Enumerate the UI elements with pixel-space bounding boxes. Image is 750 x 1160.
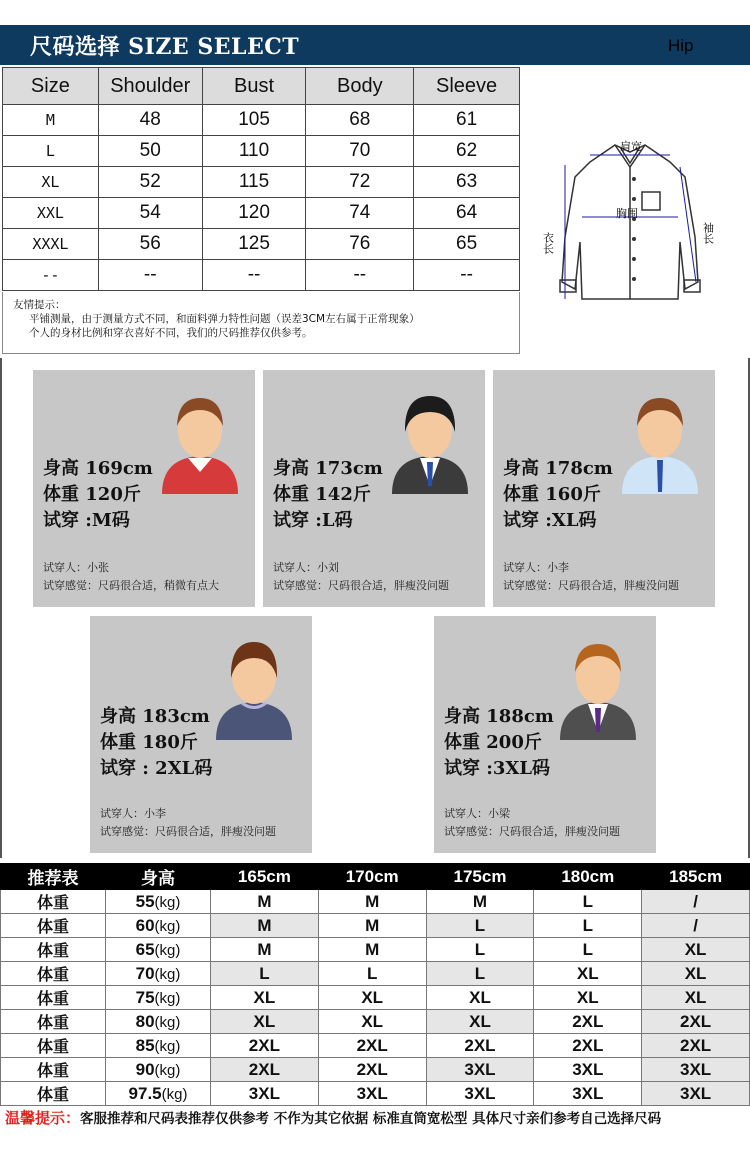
size-cell: 63 <box>414 167 520 198</box>
size-cell: -- <box>202 260 306 291</box>
weight-label: 体重 <box>1 1082 106 1106</box>
size-cell: XXL <box>3 198 99 229</box>
model-tester: 试穿人：小刘 <box>273 561 339 574</box>
recommend-row <box>1 914 750 938</box>
weight-label: 体重 <box>1 890 106 914</box>
weight-label: 体重 <box>1 986 106 1010</box>
weight-value <box>106 986 211 1010</box>
shoulder-label: 肩宽 <box>620 140 642 153</box>
chest-label: 胸围 <box>616 207 638 220</box>
weight-number: 70 <box>135 963 155 983</box>
model-feel: 试穿感觉：尺码很合适，胖瘦没问题 <box>444 825 620 838</box>
recommended-size: XL <box>426 1010 534 1034</box>
recommended-size: M <box>211 914 319 938</box>
recommend-header-row <box>1 864 750 890</box>
size-cell: -- <box>98 260 202 291</box>
recommended-size: M <box>318 938 426 962</box>
weight-value <box>106 962 211 986</box>
shirt-icon <box>520 67 745 355</box>
size-cell: L <box>3 136 99 167</box>
size-cell: 115 <box>202 167 306 198</box>
model-card <box>33 370 255 607</box>
weight-value <box>106 1058 211 1082</box>
model-card <box>434 616 656 853</box>
recommended-size: 2XL <box>534 1034 642 1058</box>
recommended-size: 3XL <box>534 1058 642 1082</box>
recommended-size: 2XL <box>642 1010 750 1034</box>
recommended-size: 2XL <box>211 1034 319 1058</box>
recommended-size: XL <box>318 986 426 1010</box>
size-cell: 120 <box>202 198 306 229</box>
recommend-row <box>1 962 750 986</box>
recommend-header: 175cm <box>426 864 534 890</box>
recommended-size: M <box>318 914 426 938</box>
recommended-size: 3XL <box>211 1082 319 1106</box>
avatar-icon <box>158 386 242 494</box>
weight-label: 体重 <box>1 1010 106 1034</box>
hip-label: Hip <box>668 36 694 55</box>
model-tester: 试穿人：小梁 <box>444 807 510 820</box>
col-shoulder: Shoulder <box>98 68 202 105</box>
model-card <box>263 370 485 607</box>
recommend-row <box>1 938 750 962</box>
warm-tip <box>5 1107 661 1128</box>
size-cell: 110 <box>202 136 306 167</box>
recommended-size: XL <box>642 938 750 962</box>
recommended-size: / <box>642 914 750 938</box>
length-label: 衣长 <box>541 232 555 254</box>
col-size: Size <box>3 68 99 105</box>
size-cell: 52 <box>98 167 202 198</box>
weight-value <box>106 890 211 914</box>
size-row <box>3 260 520 291</box>
recommended-size: 3XL <box>642 1082 750 1106</box>
model-height: 身高 183cm <box>100 706 210 727</box>
recommended-size: 3XL <box>318 1082 426 1106</box>
size-cell: -- <box>414 260 520 291</box>
weight-number: 80 <box>135 1011 155 1031</box>
weight-number: 90 <box>135 1059 155 1079</box>
size-cell: 65 <box>414 229 520 260</box>
model-card <box>493 370 715 607</box>
recommended-size: / <box>642 890 750 914</box>
size-cell: 54 <box>98 198 202 229</box>
weight-label: 体重 <box>1 914 106 938</box>
col-sleeve: Sleeve <box>414 68 520 105</box>
model-tester: 试穿人：小张 <box>43 561 109 574</box>
recommend-header: 170cm <box>318 864 426 890</box>
recommend-header: 165cm <box>211 864 319 890</box>
size-row <box>3 105 520 136</box>
size-cell: 56 <box>98 229 202 260</box>
model-card <box>90 616 312 853</box>
weight-number: 85 <box>135 1035 155 1055</box>
model-fit-panel <box>0 358 750 858</box>
recommended-size: L <box>426 962 534 986</box>
weight-value <box>106 914 211 938</box>
weight-unit: (kg) <box>154 1061 181 1079</box>
recommended-size: XL <box>426 986 534 1010</box>
tip-text: 客服推荐和尺码表推荐仅供参考 不作为其它依据 标准直筒宽松型 具体尺寸亲们参考自己选择尺码 <box>80 1111 662 1127</box>
recommend-row <box>1 890 750 914</box>
model-tester: 试穿人：小李 <box>100 807 166 820</box>
weight-unit: (kg) <box>154 1037 181 1055</box>
size-cell: M <box>3 105 99 136</box>
model-height: 身高 169cm <box>43 458 153 479</box>
model-weight: 体重 200斤 <box>444 732 542 753</box>
model-try-size: 试穿 :L码 <box>273 510 353 531</box>
size-cell: 48 <box>98 105 202 136</box>
recommended-size: 3XL <box>426 1058 534 1082</box>
size-row <box>3 167 520 198</box>
recommended-size: XL <box>642 986 750 1010</box>
size-cell: 125 <box>202 229 306 260</box>
recommended-size: L <box>534 890 642 914</box>
weight-label: 体重 <box>1 1034 106 1058</box>
recommended-size: L <box>318 962 426 986</box>
weight-label: 体重 <box>1 938 106 962</box>
size-cell: 76 <box>306 229 414 260</box>
recommended-size: M <box>426 890 534 914</box>
size-row <box>3 229 520 260</box>
page-title: 尺码选择 SIZE SELECT <box>30 34 300 60</box>
col-bust: Bust <box>202 68 306 105</box>
recommend-row <box>1 1010 750 1034</box>
size-cell: XXXL <box>3 229 99 260</box>
weight-unit: (kg) <box>154 989 181 1007</box>
recommended-size: XL <box>211 986 319 1010</box>
weight-value <box>106 938 211 962</box>
weight-number: 75 <box>135 987 155 1007</box>
recommended-size: 2XL <box>534 1010 642 1034</box>
recommend-header: 180cm <box>534 864 642 890</box>
col-body: Body <box>306 68 414 105</box>
recommend-row <box>1 1058 750 1082</box>
model-weight: 体重 142斤 <box>273 484 371 505</box>
recommended-size: L <box>426 938 534 962</box>
note-title: 友情提示： <box>13 299 66 311</box>
model-feel: 试穿感觉：尺码很合适，稍微有点大 <box>43 579 219 592</box>
recommended-size: 3XL <box>642 1058 750 1082</box>
recommend-header: 推荐表 <box>1 864 106 890</box>
weight-value <box>106 1010 211 1034</box>
recommended-size: XL <box>642 962 750 986</box>
size-cell: 62 <box>414 136 520 167</box>
model-height: 身高 188cm <box>444 706 554 727</box>
recommended-size: 2XL <box>318 1058 426 1082</box>
size-row <box>3 136 520 167</box>
model-weight: 体重 160斤 <box>503 484 601 505</box>
recommend-header: 身高 <box>106 864 211 890</box>
weight-unit: (kg) <box>161 1085 188 1103</box>
size-cell: 105 <box>202 105 306 136</box>
model-try-size: 试穿 :3XL码 <box>444 758 551 779</box>
avatar-icon <box>556 632 640 740</box>
weight-label: 体重 <box>1 962 106 986</box>
recommended-size: XL <box>211 1010 319 1034</box>
weight-label: 体重 <box>1 1058 106 1082</box>
model-tester: 试穿人：小李 <box>503 561 569 574</box>
size-cell: -- <box>306 260 414 291</box>
recommended-size: XL <box>534 986 642 1010</box>
recommended-size: L <box>426 914 534 938</box>
recommended-size: L <box>534 914 642 938</box>
weight-unit: (kg) <box>154 1013 181 1031</box>
weight-unit: (kg) <box>154 917 181 935</box>
recommended-size: 2XL <box>211 1058 319 1082</box>
weight-value <box>106 1082 211 1106</box>
avatar-icon <box>212 632 296 740</box>
recommended-size: M <box>211 890 319 914</box>
sleeve-label: 袖长 <box>701 222 715 244</box>
size-cell: 64 <box>414 198 520 229</box>
model-feel: 试穿感觉：尺码很合适，胖瘦没问题 <box>503 579 679 592</box>
model-feel: 试穿感觉：尺码很合适，胖瘦没问题 <box>273 579 449 592</box>
recommended-size: XL <box>318 1010 426 1034</box>
recommended-size: L <box>211 962 319 986</box>
model-feel: 试穿感觉：尺码很合适，胖瘦没问题 <box>100 825 276 838</box>
tip-label: 温馨提示： <box>5 1109 81 1127</box>
avatar-icon <box>388 386 472 494</box>
weight-value <box>106 1034 211 1058</box>
recommended-size: 2XL <box>642 1034 750 1058</box>
recommended-size: XL <box>534 962 642 986</box>
weight-unit: (kg) <box>154 965 181 983</box>
header-bar <box>0 25 750 65</box>
model-height: 身高 178cm <box>503 458 613 479</box>
recommended-size: 3XL <box>426 1082 534 1106</box>
size-cell: 72 <box>306 167 414 198</box>
size-cell: 74 <box>306 198 414 229</box>
note-line-1: 平铺测量，由于测量方式不同，和面料弹力特性问题（误差3CM左右属于正常现象） <box>29 313 420 325</box>
size-cell: -- <box>3 260 99 291</box>
model-weight: 体重 180斤 <box>100 732 198 753</box>
avatar-icon <box>618 386 702 494</box>
weight-number: 55 <box>135 891 155 911</box>
weight-unit: (kg) <box>154 893 181 911</box>
size-recommend-table <box>0 863 750 1106</box>
recommended-size: M <box>318 890 426 914</box>
recommend-row <box>1 986 750 1010</box>
recommended-size: 2XL <box>426 1034 534 1058</box>
recommend-row <box>1 1082 750 1106</box>
size-cell: XL <box>3 167 99 198</box>
recommended-size: M <box>211 938 319 962</box>
size-cell: 70 <box>306 136 414 167</box>
recommended-size: 3XL <box>534 1082 642 1106</box>
shirt-measure-diagram <box>520 67 745 355</box>
recommended-size: L <box>534 938 642 962</box>
size-table <box>2 67 520 291</box>
model-try-size: 试穿 : 2XL码 <box>100 758 213 779</box>
measure-note <box>2 292 520 354</box>
model-try-size: 试穿 :XL码 <box>503 510 597 531</box>
model-try-size: 试穿 :M码 <box>43 510 130 531</box>
size-cell: 61 <box>414 105 520 136</box>
weight-number: 65 <box>135 939 155 959</box>
model-height: 身高 173cm <box>273 458 383 479</box>
size-cell: 68 <box>306 105 414 136</box>
size-cell: 50 <box>98 136 202 167</box>
model-weight: 体重 120斤 <box>43 484 141 505</box>
weight-number: 97.5 <box>128 1083 162 1103</box>
note-line-2: 个人的身材比例和穿衣喜好不同，我们的尺码推荐仅供参考。 <box>29 327 313 339</box>
weight-unit: (kg) <box>154 941 181 959</box>
weight-number: 60 <box>135 915 155 935</box>
size-row <box>3 198 520 229</box>
recommend-row <box>1 1034 750 1058</box>
recommend-header: 185cm <box>642 864 750 890</box>
recommended-size: 2XL <box>318 1034 426 1058</box>
